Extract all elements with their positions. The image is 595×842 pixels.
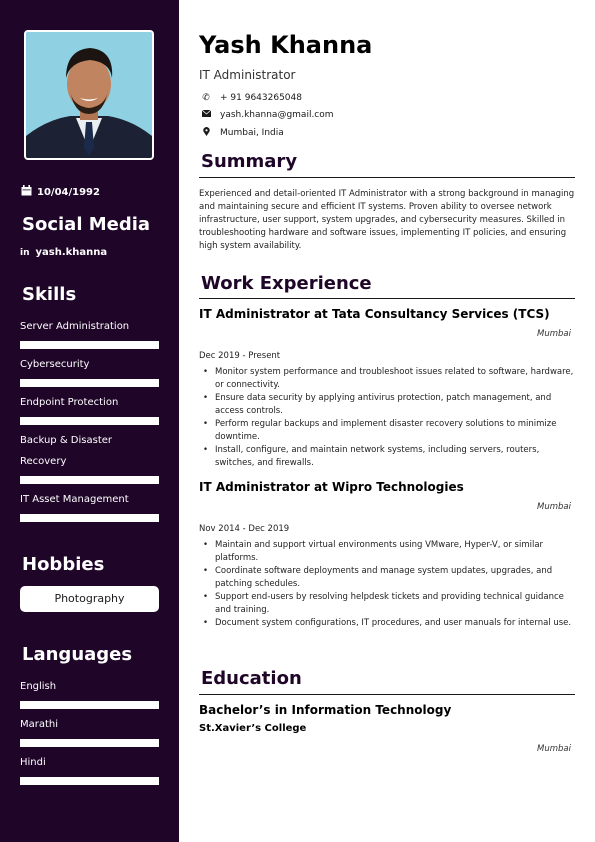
list-item: • Maintain and support virtual environments using VMware, Hyper-V, or similar platforms. xyxy=(199,539,575,565)
list-item: • Install, configure, and maintain network systems, including servers, routers, switches, and firewalls. xyxy=(199,444,575,470)
list-item: • Coordinate software deployments and manage system updates, upgrades, and patching schedules. xyxy=(199,565,575,591)
language-label: Marathi xyxy=(20,719,59,730)
hobbies-heading: Hobbies xyxy=(22,554,105,575)
email-text: yash.khanna@gmail.com xyxy=(220,110,334,120)
job-location: Mumbai xyxy=(537,329,571,339)
job-dates: Dec 2019 - Present xyxy=(199,351,281,361)
contact-location xyxy=(201,127,284,139)
phone-text: + 91 9643265048 xyxy=(220,93,302,103)
job-title: IT Administrator at Wipro Technologies xyxy=(199,480,464,494)
skill-bar xyxy=(20,379,159,387)
main-content xyxy=(179,0,595,842)
skill-bar xyxy=(20,341,159,349)
education-degree: Bachelor’s in Information Technology xyxy=(199,703,452,717)
contact-phone xyxy=(201,93,302,103)
work-experience-divider xyxy=(199,298,575,299)
education-location: Mumbai xyxy=(537,744,571,754)
summary-heading: Summary xyxy=(201,151,298,172)
linkedin-icon: in xyxy=(20,247,30,258)
contact-email[interactable] xyxy=(201,110,334,120)
summary-text: Experienced and detail-oriented IT Administrator with a strong background in managing and maintaining secure and efficient IT systems. Proven ability to oversee network infrastructure, user support, system upgrades, and cybersecurity measures. Skilled in troubleshooting hardware and software issues, implementing IT policies, and ensuring high system availability. xyxy=(199,189,575,251)
language-label: English xyxy=(20,681,57,692)
skill-item xyxy=(20,489,159,522)
phone-icon: ✆ xyxy=(202,93,210,103)
skill-bar xyxy=(20,417,159,425)
education-divider xyxy=(199,694,575,695)
linkedin-link[interactable] xyxy=(20,247,107,258)
job-title: IT Administrator at Tata Consultancy Services (TCS) xyxy=(199,307,550,321)
job-responsibilities xyxy=(199,539,575,630)
location-pin-icon xyxy=(201,127,211,139)
language-label: Hindi xyxy=(20,757,46,768)
job-dates: Nov 2014 - Dec 2019 xyxy=(199,524,290,534)
list-item: • Document system configurations, IT procedures, and user manuals for internal use. xyxy=(199,617,575,630)
language-bar xyxy=(20,701,159,709)
skill-label: Endpoint Protection xyxy=(20,397,119,408)
skills-heading: Skills xyxy=(22,284,77,305)
language-item xyxy=(20,676,159,709)
skill-bar xyxy=(20,514,159,522)
education-school: St.Xavier’s College xyxy=(199,723,307,734)
social-media-heading: Social Media xyxy=(22,214,151,235)
job-responsibilities xyxy=(199,366,575,470)
language-item xyxy=(20,752,159,785)
location-text: Mumbai, India xyxy=(220,128,284,138)
profile-photo xyxy=(24,30,154,160)
sidebar xyxy=(0,0,179,842)
dob-text: 10/04/1992 xyxy=(37,186,100,198)
summary-divider xyxy=(199,177,575,178)
candidate-role: IT Administrator xyxy=(199,68,296,82)
date-of-birth xyxy=(21,185,100,199)
skill-label: IT Asset Management xyxy=(20,494,129,505)
list-item: • Monitor system performance and troubleshoot issues related to software, hardware, or connectivity. xyxy=(199,366,575,392)
skill-item xyxy=(20,354,159,387)
hobby-tag: Photography xyxy=(20,586,159,612)
list-item: • Support end-users by resolving helpdesk tickets and providing technical guidance and training. xyxy=(199,591,575,617)
list-item: • Ensure data security by applying antivirus protection, patch management, and access controls. xyxy=(199,392,575,418)
list-item: • Perform regular backups and implement disaster recovery solutions to minimize downtime. xyxy=(199,418,575,444)
skill-bar xyxy=(20,476,159,484)
skill-label: Cybersecurity xyxy=(20,359,90,370)
job-location: Mumbai xyxy=(537,502,571,512)
skill-item xyxy=(20,392,159,425)
work-experience-heading: Work Experience xyxy=(201,273,372,294)
language-bar xyxy=(20,777,159,785)
skill-label: Backup & Disaster Recovery xyxy=(20,435,113,467)
skill-label: Server Administration xyxy=(20,321,130,332)
envelope-icon xyxy=(201,110,211,120)
candidate-name: Yash Khanna xyxy=(199,31,373,59)
skill-item xyxy=(20,430,159,484)
language-bar xyxy=(20,739,159,747)
linkedin-handle: yash.khanna xyxy=(35,247,108,258)
education-heading: Education xyxy=(201,668,302,689)
language-item xyxy=(20,714,159,747)
skill-item xyxy=(20,316,159,349)
languages-heading: Languages xyxy=(22,644,133,665)
calendar-icon xyxy=(21,185,32,199)
